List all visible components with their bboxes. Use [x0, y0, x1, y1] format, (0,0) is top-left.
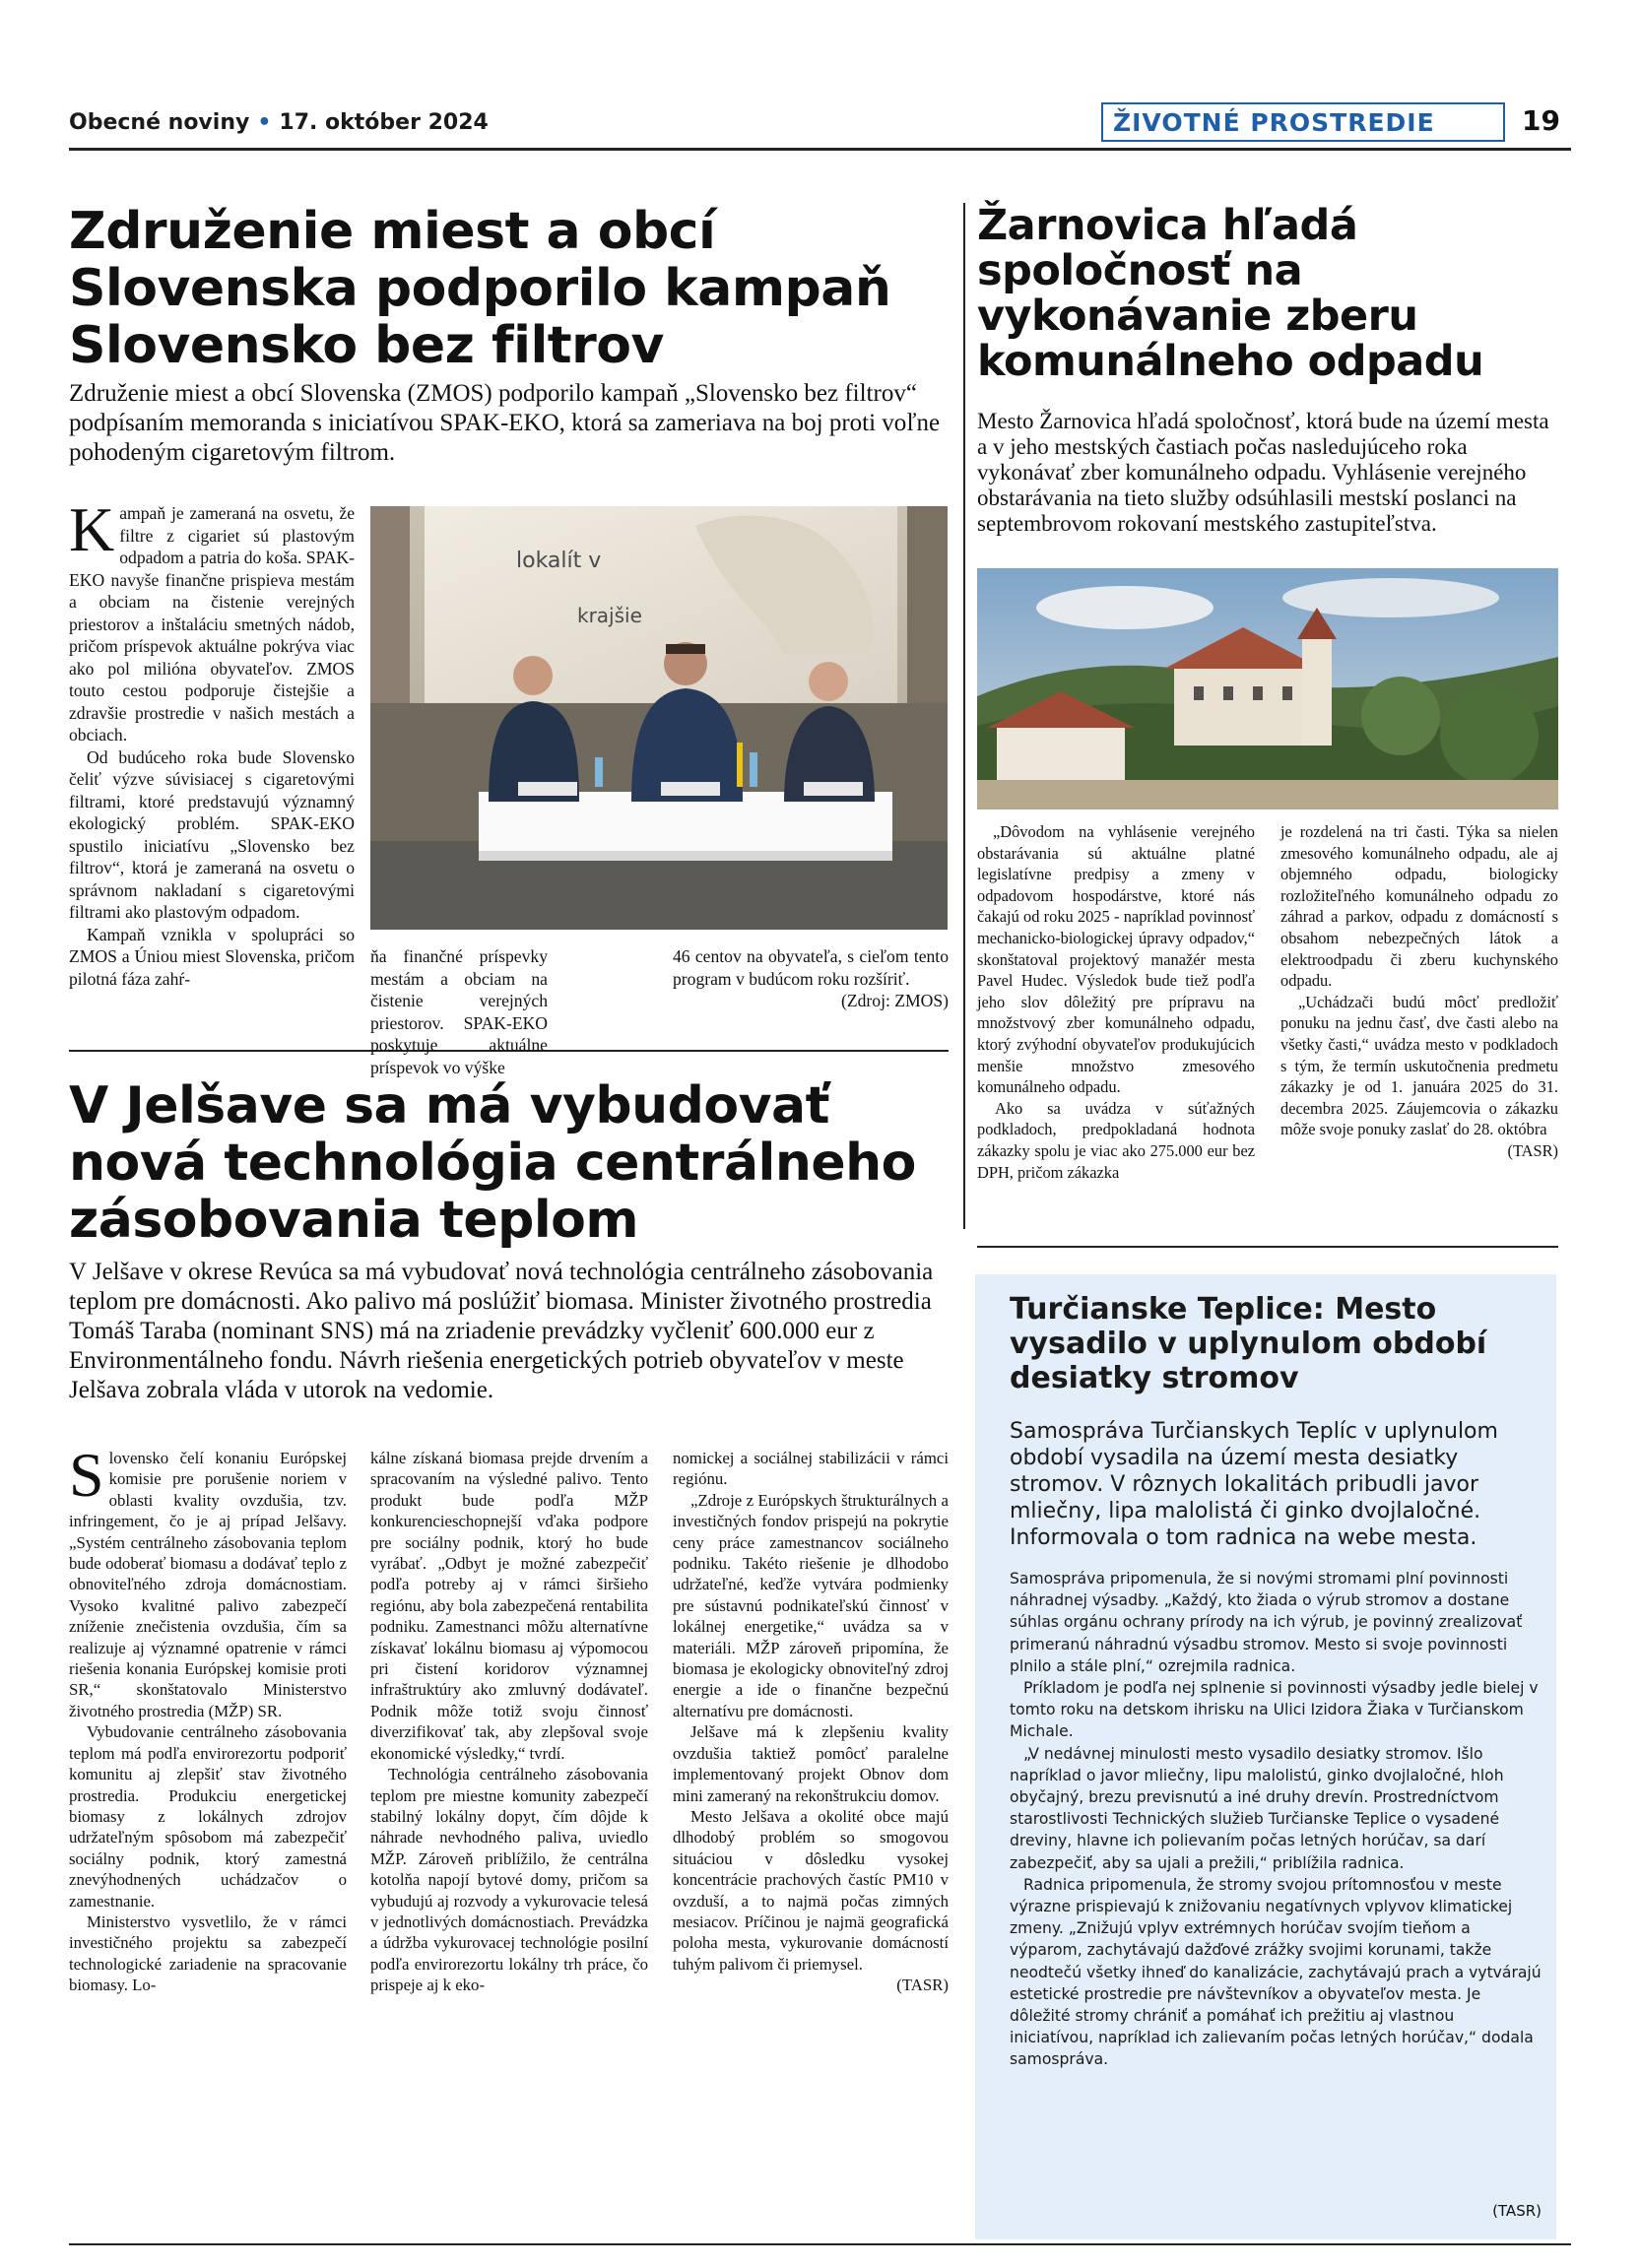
- article-headline: V Jelšave sa má vybudovať nová technológia centrálneho zásobovania teplom: [69, 1076, 916, 1250]
- paragraph: kálne získaná biomasa prejde drvením a spracovaním na výsledné palivo. Tento produkt bude podľa MŽP konkurencieschopnejší vďaka podpore pre sociálny podnik, ktorý ho bude vyrábať. „Odbyt je možné zabezpečiť podľa potreby aj v rámci širšieho regiónu, aby bola zabezpečená rentabilita podniku. Zamestnanci môžu alternatívne získavať lokálnu biomasu aj výpomocou pri čistení koridorov významnej infraštruktúry ako zmluvný dodávateľ. Podnik môže totiž svoju činnosť diverzifikovať tak, aby zlepšoval svoje ekonomické výsledky,“ tvrdí.: [370, 1449, 648, 1763]
- publication-name: Obecné noviny: [69, 110, 250, 135]
- town-photo: [977, 568, 1558, 810]
- article-source: (TASR): [1507, 1140, 1558, 1160]
- article-source: (TASR): [896, 1976, 949, 1995]
- article-source: (Zdroj: ZMOS): [841, 991, 949, 1010]
- article-column: [673, 945, 949, 1012]
- article-column: [673, 1448, 949, 1996]
- zarnovica-landscape-image: [977, 568, 1558, 810]
- article-column: [370, 945, 548, 1078]
- drop-cap: K: [69, 494, 115, 564]
- column-divider: [963, 203, 965, 1229]
- section-label: ŽIVOTNÉ PROSTREDIE: [1101, 102, 1505, 142]
- sidebar-source: (TASR): [1492, 2202, 1542, 2220]
- press-conference-photo: [370, 506, 948, 930]
- screen-text: krajšie: [577, 604, 642, 627]
- paragraph: ampaň je zameraná na osvetu, že filtre z cigariet sú plastovým odpadom a patria do koša. SPAK-EKO navyše finančne prispieva mestám a obciam na čistenie verejných priestorov a inštaláciu smetných nádob, pričom príspevok aktuálne pokrýva viac ako pol milióna obyvateľov. ZMOS touto cestou podporuje čistejšie a zdravšie prostredie v našich mestách a obciach.: [69, 503, 356, 745]
- article-column: [69, 494, 356, 990]
- paragraph: ňa finančné príspevky mestám a obciam na čistenie verejných priestorov. SPAK-EKO poskytuje aktuálne príspevok vo výške: [370, 946, 548, 1077]
- header-rule: [69, 148, 1571, 151]
- paragraph: Jelšave má k zlepšeniu kvality ovzdušia taktiež pomôcť paralelne implementovaný projekt Obnov dom mini zameraný na rekonštrukciu domov.: [673, 1722, 949, 1805]
- paragraph: Technológia centrálneho zásobovania teplom pre miestne komunity zabezpečí stabilný lokálny dopyt, čím dôjde k náhrade nevhodného paliva, uviedlo MŽP. Zároveň priblížilo, že centrálna kotolňa napojí bytové domy, pričom sa vybudujú aj rozvody a vykurovacie telesá v jednotlivých domácnostiach. Prevádzka a údržba vykurovacej technológie posilní podľa envirorezortu lokálny trh práce, čo prispeje aj k eko-: [370, 1765, 648, 1995]
- press-conference-image: [370, 506, 948, 930]
- paragraph: Príkladom je podľa nej splnenie si povinnosti výsadby jedle bielej v tomto roku na detskom ihrisku na Ulici Izidora Žiaka v Turčianskom Michale.: [1010, 1679, 1539, 1741]
- paragraph: nomickej a sociálnej stabilizácii v rámci regiónu.: [673, 1449, 949, 1489]
- paragraph: Ako sa uvádza v súťažných podkladoch, predpokladaná hodnota zákazky spolu je viac ako 275.000 eur bez DPH, pričom zákazka: [977, 1098, 1255, 1182]
- paragraph: „V nedávnej minulosti mesto vysadilo desiatky stromov. Išlo napríklad o javor mliečny, lipu malolistú, ginko dvojlaločné, hloh obyčajný, brezu previsnutú a iné druhy drevín. Prostredníctvom starostlivosti Technických služieb Turčianske Teplice o vysadené dreviny, hlavne ich polievaním počas letných horúčav, sa darí zabezpečiť, aby sa ujali a prežili,“ priblížila radnica.: [1010, 1744, 1504, 1872]
- paragraph: Radnica pripomenula, že stromy svojou prítomnosťou v meste výrazne prispievajú k znižovaniu negatívnych vplyvov klimatickej zmeny. „Znižujú vplyv extrémnych horúčav svojím tieňom a výparom, zachytávajú dažďové zrážky svojimi korunami, takže neodtečú všetky ihneď do kanalizácie, zachytávajú prach a vytvárajú estetické prostredie pre návštevníkov a obyvateľov mesta. Je dôležité stromy chrániť a pomáhať ich prežitiu aj vlastnou iniciatívou, napríklad ich zalievaním počas letných horúčav,“ dodala samospráva.: [1010, 1875, 1542, 2069]
- paragraph: 46 centov na obyvateľa, s cieľom tento program v budúcom roku rozšíriť.: [673, 946, 949, 989]
- paragraph: lovensko čelí konaniu Európskej komisie pre porušenie noriem v oblasti kvality ovzdušia, tzv. infringement, čo je aj prípad Jelšavy. „Systém centrálneho zásobovania teplom bude odoberať biomasu a dodávať teplo z obnoviteľného zdroja domácnostiam. Vysoko kvalitné palivo zabezpečí zníženie znečistenia ovzdušia, čím sa realizuje aj významné opatrenie v rámci riešenia konania Európskej komisie proti SR,“ skonštatovalo Ministerstvo životného prostredia (MŽP) SR.: [69, 1449, 347, 1720]
- article-headline: Žarnovica hľadá spoločnosť na vykonávanie zberu komunálneho odpadu: [977, 201, 1484, 386]
- paragraph: „Dôvodom na vyhlásenie verejného obstarávania sú aktuálne platné legislatívne predpisy a zmeny v odpadovom hospodárstve, ktoré nás čakajú od roku 2025 - napríklad povinnosť mechanicko-biologickej úpravy odpadov,“ skonštatoval projektový manažér mesta Pavel Hudec. Výsledok bude tiež podľa jeho slov dôležitý pre prípravu na množstvový zber komunálneho odpadu, ktorý zvýhodní obyvateľov produkujúcich menšie množstvo zmesového komunálneho odpadu.: [977, 822, 1255, 1097]
- issue-date: 17. október 2024: [279, 110, 489, 135]
- page-number: 19: [1522, 104, 1560, 137]
- drop-cap: S: [69, 1440, 104, 1510]
- paragraph: Ministerstvo vysvetlilo, že v rámci investičného projektu sa zabezpečí technologické zariadenie na spracovanie biomasy. Lo-: [69, 1912, 347, 1995]
- paragraph: Samospráva pripomenula, že si novými stromami plní povinnosti náhradnej výsadby. „Každý, kto žiada o výrub stromov a dostane súhlas orgánu ochrany prírody na ich výrub, je povinný zrealizovať primeranú náhradnú výsadbu stromov. Mesto si svoje povinnosti plnilo a stále plní,“ ozrejmila radnica.: [1010, 1570, 1523, 1675]
- masthead: [69, 110, 489, 135]
- footer-rule: [69, 2243, 1571, 2245]
- sidebar-lead: Samospráva Turčianskych Teplíc v uplynulom období vysadila na území mesta desiatky stromov. V rôznych lokalitách pribudli javor mliečny, lipa malolistá či ginko dvojlaločné. Informovala o tom radnica na webe mesta.: [1010, 1419, 1498, 1550]
- article-column: [370, 1448, 648, 1996]
- article-column: [1280, 821, 1558, 1162]
- paragraph: Mesto Jelšava a okolité obce majú dlhodobý problém so smogovou situáciou v dôsledku vysokej koncentrácie prachových častíc PM10 v ovzduší, a to najmä počas zimných mesiacov. Príčinou je najmä geografická poloha mesta, vykurovanie domácností tuhým palivom či priemysel.: [673, 1806, 949, 1974]
- paragraph: Vybudovanie centrálneho zásobovania teplom má podľa envirorezortu podporiť komunitu aj zlepšiť stav životného prostredia. Produkciu energetickej biomasy z lokálnych zdrojov udržateľným spôsobom má zabezpečiť sociálny podnik, ktorý zamestná znevýhodnených uchádzačov o zamestnanie.: [69, 1722, 347, 1911]
- paragraph: je rozdelená na tri časti. Týka sa nielen zmesového komunálneho odpadu, ale aj objemného odpadu, biologicky rozložiteľného komunálneho odpadu zo záhrad a parkov, odpadu z domácností s obsahom nebezpečných látok a elektroodpadu či zberu kuchynského odpadu.: [1280, 822, 1558, 991]
- article-column: [977, 821, 1255, 1183]
- paragraph: „Uchádzači budú môcť predložiť ponuku na jednu časť, dve časti alebo na všetky časti,“ uvádza mesto v podkladoch s tým, že termín uskutočnenia predmetu zákazky je od 1. januára 2025 do 31. decembra 2025. Záujemcovia o zákazku môže svoje ponuky zaslať do 28. októbra: [1280, 992, 1558, 1139]
- article-divider-right: [977, 1246, 1558, 1248]
- sidebar-body: [1010, 1568, 1542, 2071]
- separator-dot: •: [257, 110, 272, 135]
- screen-text: lokalít v: [516, 549, 602, 573]
- article-lead: Združenie miest a obcí Slovenska (ZMOS) podporilo kampaň „Slovensko bez filtrov“ podpísaním memoranda s iniciatívou SPAK-EKO, ktorá sa zameriava na boj proti voľne pohodeným cigaretovým filtrom.: [69, 380, 941, 466]
- article-lead: Mesto Žarnovica hľadá spoločnosť, ktorá bude na území mesta a v jeho mestských častiach počas nasledujúceho roka vykonávať zber komunálneho odpadu. Vyhlásenie verejného obstarávania na tieto služby odsúhlasili mestskí poslanci na septembrovom rokovaní mestského zastupiteľstva.: [977, 409, 1549, 536]
- paragraph: Od budúceho roka bude Slovensko čeliť výzve súvisiacej s cigaretovými filtrami, ktoré predstavujú významný ekologický problém. SPAK-EKO spustilo iniciatívu „Slovensko bez filtrov“, ktorá je zameraná na osvetu o správnom nakladaní s cigaretovými filtrami ako plastovým odpadom.: [69, 746, 355, 922]
- paragraph: Kampaň vznikla v spolupráci so ZMOS a Úniou miest Slovenska, pričom pilotná fáza zahŕ-: [69, 924, 355, 989]
- article-headline: Združenie miest a obcí Slovenska podporilo kampaň Slovensko bez filtrov: [69, 202, 891, 375]
- article-lead: V Jelšave v okrese Revúca sa má vybudovať nová technológia centrálneho zásobovania teplom pre domácnosti. Ako palivo má poslúžiť biomasa. Minister životného prostredia Tomáš Taraba (nominant SNS) má na zriadenie prevádzky vyčleniť 600.000 eur z Environmentálneho fondu. Návrh riešenia energetických potrieb obyvateľov v meste Jelšava zobrala vláda v utorok na vedomie.: [69, 1259, 934, 1403]
- article-column: [69, 1440, 347, 1996]
- sidebar-headline: Turčianske Teplice: Mesto vysadilo v uplynulom období desiatky stromov: [1010, 1292, 1487, 1395]
- paragraph: „Zdroje z Európskych štrukturálnych a investičných fondov prispejú na pokrytie ceny práce zamestnancov sociálneho podniku. Takéto riešenie je dlhodobo udržateľné, keďže vytvára podmienky pre sústavnú podnikateľskú činnosť v lokálnej energetike,“ uvádza sa v materiáli. MŽP zároveň pripomína, že biomasa je ekologicky obnoviteľný zdroj energie a ide o finančne bezpečnú alternatívu pre domácnosti.: [673, 1490, 949, 1720]
